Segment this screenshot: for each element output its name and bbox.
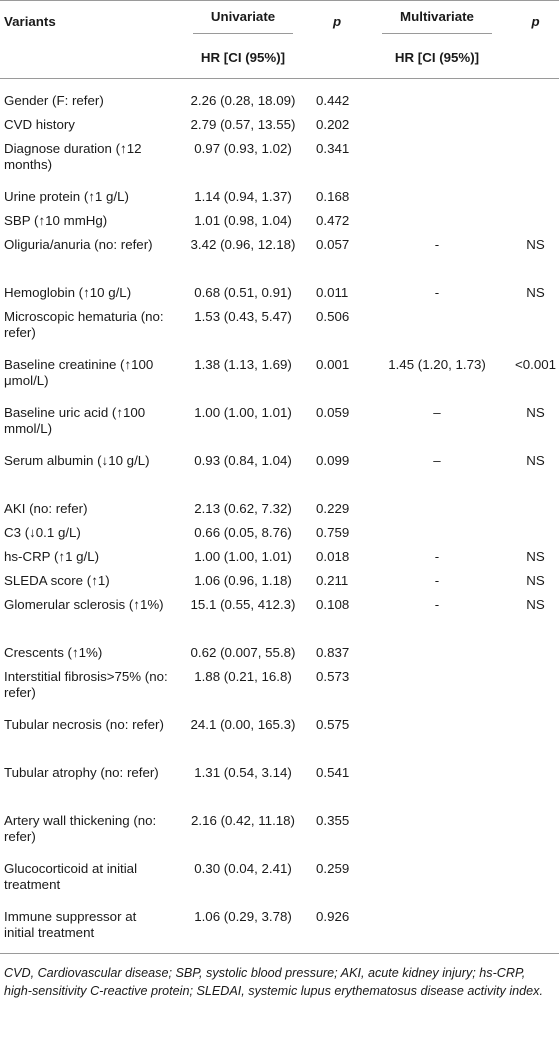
- cell-multivariate-p: [512, 761, 559, 809]
- cell-multivariate-hr: [362, 113, 512, 137]
- cell-multivariate-p: [512, 857, 559, 905]
- cell-multivariate-p: NS: [526, 405, 545, 420]
- cell-variant: C3 (↓0.1 g/L): [4, 525, 81, 540]
- header-multivariate-hr: HR [CI (95%)]: [362, 39, 512, 79]
- cell-multivariate-hr: –: [433, 405, 441, 420]
- cell-multivariate-hr: 1.45 (1.20, 1.73): [388, 357, 486, 372]
- cell-multivariate-hr: [362, 521, 512, 545]
- cell-multivariate-p: [512, 905, 559, 953]
- cell-multivariate-hr: [362, 809, 512, 857]
- cell-univariate-hr: 1.14 (0.94, 1.37): [194, 189, 292, 204]
- header-univariate-p: p: [312, 1, 362, 39]
- cell-multivariate-p: [512, 305, 559, 353]
- cell-univariate-hr: 0.93 (0.84, 1.04): [194, 453, 292, 468]
- table-row: [0, 713, 559, 761]
- cell-multivariate-hr: [362, 137, 512, 185]
- cell-multivariate-hr: [362, 79, 512, 114]
- cell-multivariate-hr: [362, 857, 512, 905]
- cell-variant: Crescents (↑1%): [4, 645, 103, 660]
- cell-univariate-hr: 2.13 (0.62, 7.32): [194, 501, 292, 516]
- header-multivariate: [362, 1, 512, 39]
- cell-multivariate-p: NS: [526, 549, 545, 564]
- cell-univariate-p: 0.926: [312, 905, 362, 953]
- table-row: [0, 233, 559, 281]
- cell-variant: Oliguria/anuria (no: refer): [4, 237, 153, 252]
- cell-variant: CVD history: [4, 117, 75, 132]
- cell-univariate-p: 0.018: [316, 549, 350, 564]
- cell-multivariate-p: [512, 79, 559, 114]
- table-row: [0, 665, 559, 713]
- table-footnote: CVD, Cardiovascular disease; SBP, systolic blood pressure; AKI, acute kidney injury; hs-CRP, high-sensitivity C-reactive protein; SLEDAI, systemic lupus erythematosus disease activity index.: [4, 965, 543, 998]
- cell-variant: Baseline creatinine (↑100 μmol/L): [4, 357, 154, 388]
- cell-univariate-hr: 1.88 (0.21, 16.8): [194, 669, 292, 684]
- cell-variant: Serum albumin (↓10 g/L): [4, 453, 150, 468]
- cell-univariate-hr: 2.26 (0.28, 18.09): [190, 93, 296, 108]
- table-row: [0, 79, 559, 114]
- cell-multivariate-hr: [362, 641, 512, 665]
- cell-multivariate-p: [512, 665, 559, 713]
- cell-univariate-p: 0.001: [316, 357, 350, 372]
- header-multivariate-label: Multivariate: [382, 9, 492, 34]
- table-row: [0, 905, 559, 953]
- cell-multivariate-p: NS: [526, 237, 545, 252]
- table-row: [0, 305, 559, 353]
- cell-multivariate-p: [512, 113, 559, 137]
- table-header: [0, 1, 559, 79]
- cell-variant: Urine protein (↑1 g/L): [4, 189, 129, 204]
- header-univariate: [174, 1, 312, 39]
- cell-variant: Microscopic hematuria (no: refer): [4, 309, 164, 340]
- cell-multivariate-hr: [362, 185, 512, 209]
- cell-univariate-p: 0.575: [316, 717, 350, 732]
- cell-multivariate-hr: [362, 713, 512, 761]
- table-row: [0, 497, 559, 521]
- cell-univariate-hr: 1.06 (0.29, 3.78): [174, 905, 312, 953]
- table-row: [0, 761, 559, 809]
- cell-univariate-p: 0.057: [316, 237, 350, 252]
- table-row: [0, 593, 559, 641]
- cell-multivariate-hr: -: [434, 285, 440, 300]
- cell-univariate-p: 0.099: [316, 453, 350, 468]
- cell-variant: hs-CRP (↑1 g/L): [4, 549, 100, 564]
- cell-multivariate-p: [512, 185, 559, 209]
- cell-univariate-p: 0.506: [316, 309, 350, 324]
- cell-univariate-hr: 1.31 (0.54, 3.14): [194, 765, 292, 780]
- cell-multivariate-p: [512, 641, 559, 665]
- cell-variant: SBP (↑10 mmHg): [4, 213, 108, 228]
- table-row: [0, 209, 559, 233]
- cell-univariate-hr: 0.68 (0.51, 0.91): [194, 285, 292, 300]
- table-row: [0, 281, 559, 305]
- cell-univariate-hr: 1.38 (1.13, 1.69): [194, 357, 292, 372]
- cell-univariate-hr: 1.00 (1.00, 1.01): [194, 405, 292, 420]
- header-variants: Variants: [0, 1, 174, 39]
- cell-univariate-hr: 24.1 (0.00, 165.3): [190, 717, 296, 732]
- header-univariate-hr: HR [CI (95%)]: [174, 39, 312, 79]
- cell-univariate-hr: 3.42 (0.96, 12.18): [190, 237, 296, 252]
- cell-variant: Glucocorticoid at initial treatment: [4, 861, 138, 892]
- cell-univariate-hr: 2.79 (0.57, 13.55): [190, 117, 296, 132]
- cell-multivariate-p: NS: [526, 597, 545, 612]
- cell-univariate-p: 0.472: [316, 213, 350, 228]
- cell-univariate-p: 0.442: [316, 93, 350, 108]
- cell-multivariate-p: [512, 497, 559, 521]
- cell-univariate-p: 0.355: [316, 813, 350, 828]
- cell-univariate-p: 0.211: [316, 573, 349, 588]
- cell-multivariate-p: [512, 521, 559, 545]
- header-multivariate-p: p: [512, 1, 559, 39]
- cell-multivariate-hr: [362, 209, 512, 233]
- cell-multivariate-hr: -: [434, 237, 440, 252]
- cell-variant: Immune suppressor at initial treatment: [0, 905, 174, 953]
- cell-multivariate-hr: –: [433, 453, 441, 468]
- cell-univariate-hr: 15.1 (0.55, 412.3): [190, 597, 296, 612]
- cell-univariate-hr: 0.66 (0.05, 8.76): [194, 525, 292, 540]
- table-row: [0, 857, 559, 905]
- table-row: [0, 449, 559, 497]
- cell-univariate-p: 0.259: [316, 861, 350, 876]
- header-row-1: [0, 1, 559, 39]
- cell-univariate-p: 0.229: [316, 501, 350, 516]
- cell-univariate-p: 0.011: [316, 285, 349, 300]
- cell-variant: Hemoglobin (↑10 g/L): [4, 285, 132, 300]
- cell-univariate-hr: 1.00 (1.00, 1.01): [194, 549, 292, 564]
- header-row-2: [0, 39, 559, 79]
- cell-multivariate-p: [512, 209, 559, 233]
- cell-multivariate-hr: [362, 761, 512, 809]
- table-row: [0, 137, 559, 185]
- header-blank: [0, 39, 174, 79]
- table-row: [0, 809, 559, 857]
- cell-variant: Baseline uric acid (↑100 mmol/L): [4, 405, 146, 436]
- cell-multivariate-p: NS: [526, 453, 545, 468]
- cell-variant: Gender (F: refer): [4, 93, 104, 108]
- cell-univariate-hr: 1.53 (0.43, 5.47): [194, 309, 292, 324]
- cell-variant: Diagnose duration (↑12 months): [4, 141, 142, 172]
- cell-multivariate-hr: -: [434, 597, 440, 612]
- cell-univariate-p: 0.059: [316, 405, 350, 420]
- cell-univariate-hr: 0.62 (0.007, 55.8): [190, 645, 296, 660]
- table-row: [0, 353, 559, 401]
- header-blank-p1: [312, 39, 362, 79]
- cell-multivariate-hr: -: [434, 549, 440, 564]
- table-body: [0, 79, 559, 954]
- cell-multivariate-p: NS: [526, 573, 545, 588]
- cell-multivariate-hr: -: [434, 573, 440, 588]
- cell-variant: Glomerular sclerosis (↑1%): [4, 597, 164, 612]
- table-row: [0, 569, 559, 593]
- table-row: [0, 185, 559, 209]
- cell-univariate-hr: 1.06 (0.96, 1.18): [194, 573, 292, 588]
- table-row: [0, 113, 559, 137]
- cell-univariate-p: 0.573: [316, 669, 350, 684]
- table-row: [0, 521, 559, 545]
- cell-univariate-p: 0.168: [316, 189, 350, 204]
- cell-multivariate-p: [512, 809, 559, 857]
- cell-univariate-p: 0.202: [316, 117, 350, 132]
- cell-univariate-hr: 0.97 (0.93, 1.02): [194, 141, 292, 156]
- table-row: [0, 401, 559, 449]
- cell-variant: SLEDA score (↑1): [4, 573, 110, 588]
- header-univariate-label: Univariate: [193, 9, 293, 34]
- table-row: [0, 545, 559, 569]
- cell-multivariate-hr: [362, 305, 512, 353]
- cell-univariate-p: 0.341: [316, 141, 350, 156]
- cell-multivariate-hr: [362, 905, 512, 953]
- cell-variant: Tubular atrophy (no: refer): [4, 765, 159, 780]
- cell-variant: Tubular necrosis (no: refer): [4, 717, 164, 732]
- cell-variant: AKI (no: refer): [4, 501, 88, 516]
- cell-univariate-hr: 2.16 (0.42, 11.18): [191, 813, 295, 828]
- cell-multivariate-p: [512, 137, 559, 185]
- cell-variant: Interstitial fibrosis>75% (no: refer): [4, 669, 168, 700]
- header-blank-p2: [512, 39, 559, 79]
- cell-univariate-p: 0.759: [316, 525, 350, 540]
- cell-variant: Artery wall thickening (no: refer): [4, 813, 157, 844]
- cell-multivariate-p: NS: [526, 285, 545, 300]
- cell-multivariate-p: <0.001: [514, 357, 557, 372]
- cell-univariate-p: 0.541: [316, 765, 350, 780]
- cell-univariate-hr: 0.30 (0.04, 2.41): [194, 861, 292, 876]
- cell-multivariate-hr: [362, 665, 512, 713]
- cell-multivariate-hr: [362, 497, 512, 521]
- table-row: [0, 641, 559, 665]
- cell-multivariate-p: [512, 713, 559, 761]
- cell-univariate-p: 0.837: [316, 645, 350, 660]
- cell-univariate-p: 0.108: [316, 597, 350, 612]
- cell-univariate-hr: 1.01 (0.98, 1.04): [194, 213, 292, 228]
